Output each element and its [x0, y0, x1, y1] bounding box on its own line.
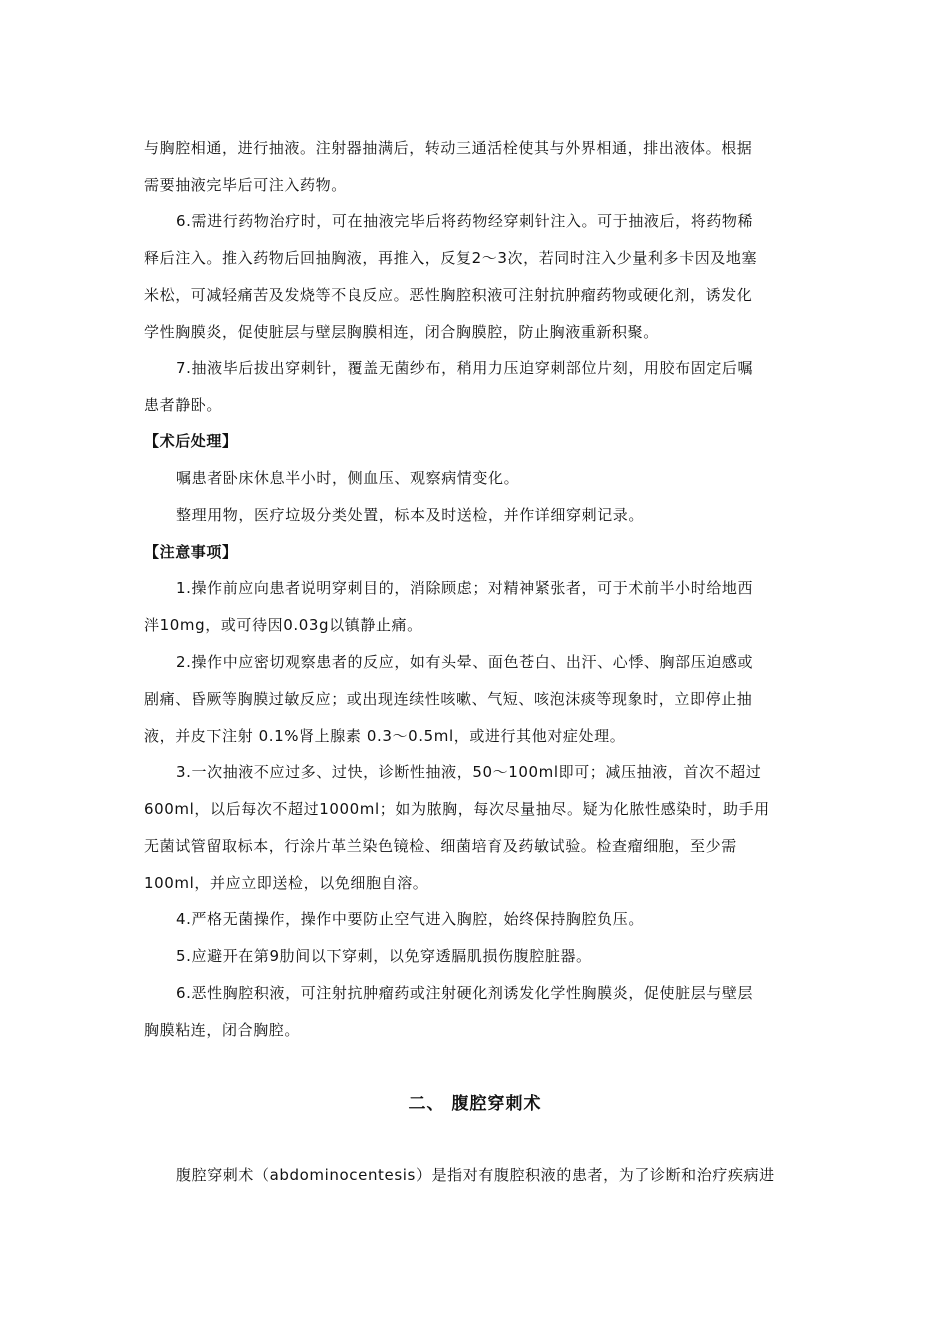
paragraph-line: 需要抽液完毕后可注入药物。	[144, 176, 347, 194]
paragraph-line: 液，并皮下注射 0.1%肾上腺素 0.3～0.5ml，或进行其他对症处理。	[144, 727, 626, 745]
paragraph-line: 嘱患者卧床休息半小时，侧血压、观察病情变化。	[176, 469, 520, 487]
paragraph-line: 3.一次抽液不应过多、过快，诊断性抽液，50～100ml即可；减压抽液，首次不超过	[176, 763, 762, 781]
paragraph-line: 1.操作前应向患者说明穿刺目的，消除顾虑；对精神紧张者，可于术前半小时给地西	[176, 579, 754, 597]
paragraph-line: 7.抽液毕后拔出穿刺针，覆盖无菌纱布，稍用力压迫穿刺部位片刻，用胶布固定后嘱	[176, 359, 754, 377]
paragraph-line: 释后注入。推入药物后回抽胸液，再推入，反复2～3次，若同时注入少量利多卡因及地塞	[144, 249, 758, 267]
paragraph-line: 泮10mg，或可待因0.03g以镇静止痛。	[144, 616, 423, 634]
paragraph-line: 2.操作中应密切观察患者的反应，如有头晕、面色苍白、出汗、心悸、胸部压迫感或	[176, 653, 754, 671]
paragraph-line: 4.严格无菌操作，操作中要防止空气进入胸腔，始终保持胸腔负压。	[176, 910, 644, 928]
paragraph-line: 剧痛、昏厥等胸膜过敏反应；或出现连续性咳嗽、气短、咳泡沫痰等现象时，立即停止抽	[144, 690, 753, 708]
paragraph-line: 胸膜粘连，闭合胸腔。	[144, 1021, 301, 1039]
section-title: 二、 腹腔穿刺术	[408, 1094, 542, 1114]
paragraph-line: 学性胸膜炎，促使脏层与壁层胸膜相连，闭合胸膜腔，防止胸液重新积聚。	[144, 323, 659, 341]
paragraph-line: 患者静卧。	[144, 396, 223, 414]
paragraph-line: 腹腔穿刺术（abdominocentesis）是指对有腹腔积液的患者，为了诊断和治疗疾病进	[176, 1166, 775, 1184]
paragraph-line: 整理用物，医疗垃圾分类处置，标本及时送检，并作详细穿刺记录。	[176, 506, 645, 524]
paragraph-line: 600ml，以后每次不超过1000ml；如为脓胸，每次尽量抽尽。疑为化脓性感染时，助手用	[144, 800, 770, 818]
paragraph-line: 与胸腔相通，进行抽液。注射器抽满后，转动三通活栓使其与外界相通，排出液体。根据	[144, 139, 753, 157]
paragraph-line: 米松，可减轻痛苦及发烧等不良反应。恶性胸腔积液可注射抗肿瘤药物或硬化剂，诱发化	[144, 286, 753, 304]
section-heading-precautions: 【注意事项】	[144, 543, 238, 561]
paragraph-line: 100ml，并应立即送检，以免细胞自溶。	[144, 874, 429, 892]
section-heading-postop: 【术后处理】	[144, 432, 238, 450]
paragraph-line: 6.需进行药物治疗时，可在抽液完毕后将药物经穿刺针注入。可于抽液后，将药物稀	[176, 212, 754, 230]
paragraph-line: 6.恶性胸腔积液，可注射抗肿瘤药或注射硬化剂诱发化学性胸膜炎，促使脏层与壁层	[176, 984, 754, 1002]
paragraph-line: 5.应避开在第9肋间以下穿刺，以免穿透膈肌损伤腹腔脏器。	[176, 947, 592, 965]
paragraph-line: 无菌试管留取标本，行涂片革兰染色镜检、细菌培育及药敏试验。检查瘤细胞，至少需	[144, 837, 737, 855]
